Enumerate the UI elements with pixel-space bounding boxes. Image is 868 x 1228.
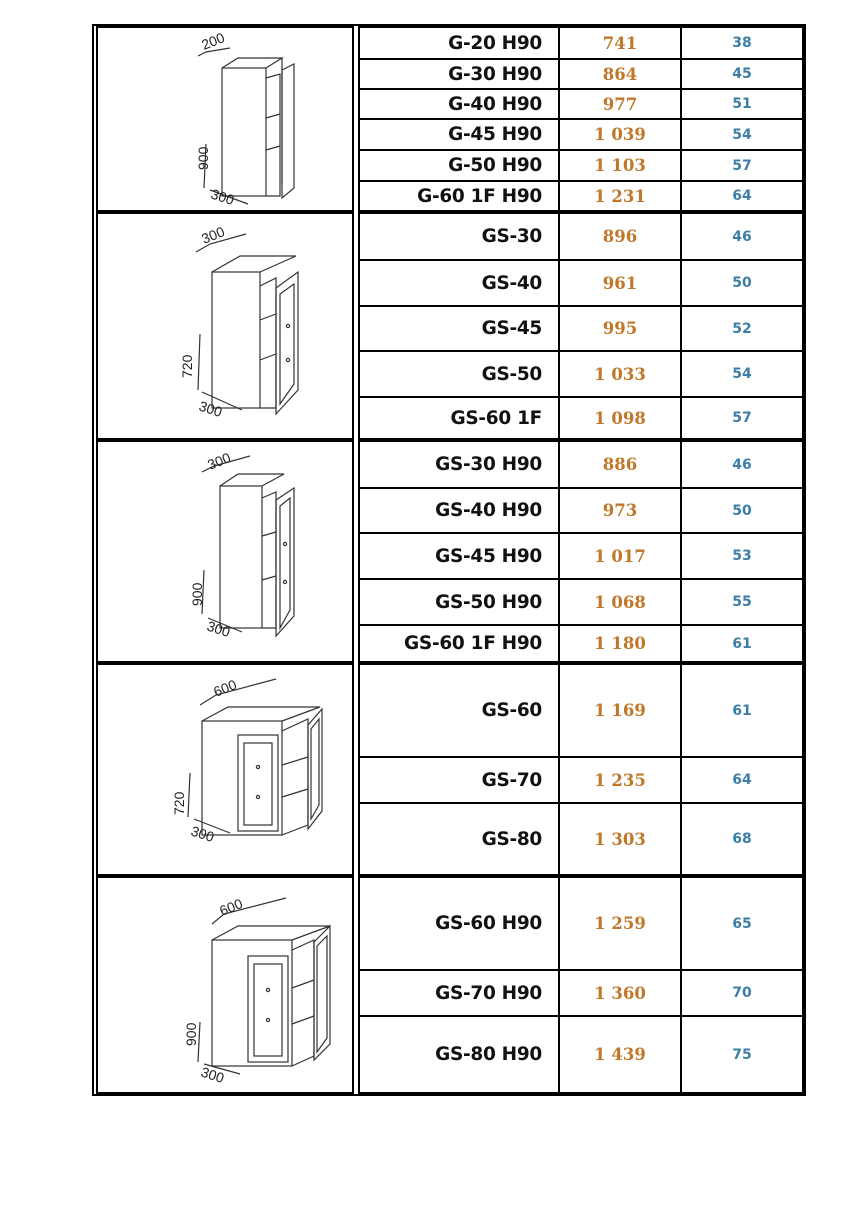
rows-container <box>358 212 804 440</box>
product-code: GS-60 H90 <box>435 913 542 934</box>
product-code: G-40 H90 <box>448 93 542 115</box>
product-price: 1 017 <box>558 534 680 578</box>
table-row <box>360 756 802 802</box>
width-dimension: 300 <box>209 185 237 209</box>
product-code: GS-70 H90 <box>435 982 542 1004</box>
product-code: GS-50 <box>481 363 542 385</box>
product-weight: 68 <box>680 804 802 874</box>
product-weight: 51 <box>680 90 802 118</box>
table-row <box>360 532 802 578</box>
product-price: 1 439 <box>558 1017 680 1092</box>
product-price: 896 <box>558 214 680 259</box>
rows-container <box>358 440 804 663</box>
product-weight: 57 <box>680 398 802 438</box>
table-row <box>360 88 802 118</box>
price-table <box>92 24 806 1096</box>
product-price: 1 259 <box>558 878 680 969</box>
product-code: G-45 H90 <box>448 124 542 145</box>
table-row <box>360 624 802 661</box>
table-row <box>360 665 802 756</box>
product-price: 977 <box>558 90 680 118</box>
product-code: GS-30 <box>481 226 542 247</box>
width-dimension: 300 <box>199 1063 227 1087</box>
table-row <box>360 58 802 88</box>
product-code: G-20 H90 <box>448 32 542 54</box>
product-code: GS-40 H90 <box>435 500 542 521</box>
table-row <box>360 28 802 58</box>
rows-container <box>358 876 804 1094</box>
product-weight: 50 <box>680 489 802 532</box>
depth-dimension: 200 <box>199 29 227 53</box>
product-weight: 65 <box>680 878 802 969</box>
product-weight: 46 <box>680 442 802 487</box>
product-weight: 54 <box>680 352 802 396</box>
table-row <box>360 1015 802 1092</box>
depth-dimension: 600 <box>211 676 239 700</box>
cabinet-illustration <box>96 440 354 663</box>
product-price: 886 <box>558 442 680 487</box>
table-row <box>360 442 802 487</box>
product-price: 1 169 <box>558 665 680 756</box>
product-group-gs-h90 <box>96 440 804 663</box>
cabinet-drawing <box>98 442 352 661</box>
table-row <box>360 259 802 305</box>
product-code: GS-60 1F H90 <box>404 633 542 654</box>
table-row <box>360 969 802 1015</box>
depth-dimension: 300 <box>199 223 227 247</box>
table-row <box>360 149 802 180</box>
product-price: 961 <box>558 261 680 305</box>
cabinet-drawing <box>98 28 352 210</box>
cabinet-illustration <box>96 876 354 1094</box>
product-price: 1 303 <box>558 804 680 874</box>
height-dimension: 900 <box>189 582 205 606</box>
table-row <box>360 118 802 149</box>
table-row <box>360 802 802 874</box>
product-price: 1 231 <box>558 182 680 210</box>
product-price: 864 <box>558 60 680 88</box>
table-row <box>360 214 802 259</box>
table-row <box>360 396 802 438</box>
width-dimension: 300 <box>205 617 233 641</box>
cabinet-illustration <box>96 26 354 212</box>
product-weight: 61 <box>680 626 802 661</box>
product-group-gs-wide-h90 <box>96 876 804 1094</box>
product-weight: 70 <box>680 971 802 1015</box>
table-row <box>360 578 802 624</box>
product-weight: 50 <box>680 261 802 305</box>
product-weight: 38 <box>680 28 802 58</box>
product-price: 1 039 <box>558 120 680 149</box>
product-code: GS-45 <box>481 318 542 339</box>
product-weight: 75 <box>680 1017 802 1092</box>
product-code: GS-45 H90 <box>435 545 542 567</box>
product-weight: 52 <box>680 307 802 350</box>
product-price: 1 068 <box>558 580 680 624</box>
product-weight: 45 <box>680 60 802 88</box>
product-weight: 64 <box>680 182 802 210</box>
product-price: 1 235 <box>558 758 680 802</box>
product-price: 1 098 <box>558 398 680 438</box>
rows-container <box>358 26 804 212</box>
depth-dimension: 300 <box>205 449 233 473</box>
product-price: 1 180 <box>558 626 680 661</box>
product-code: GS-80 H90 <box>435 1044 542 1065</box>
product-code: GS-70 <box>481 769 542 791</box>
product-price: 1 103 <box>558 151 680 180</box>
width-dimension: 300 <box>197 397 225 421</box>
product-code: GS-50 H90 <box>435 591 542 613</box>
product-group-g-h90 <box>96 26 804 212</box>
product-price: 1 033 <box>558 352 680 396</box>
product-weight: 61 <box>680 665 802 756</box>
cabinet-drawing <box>98 214 352 438</box>
product-weight: 54 <box>680 120 802 149</box>
cabinet-illustration <box>96 212 354 440</box>
height-dimension: 720 <box>171 791 187 815</box>
product-code: G-30 H90 <box>448 63 542 85</box>
product-price: 995 <box>558 307 680 350</box>
table-row <box>360 487 802 532</box>
height-dimension: 720 <box>179 354 195 378</box>
product-price: 1 360 <box>558 971 680 1015</box>
rows-container <box>358 663 804 876</box>
cabinet-drawing <box>98 665 352 874</box>
cabinet-drawing <box>98 878 352 1092</box>
cabinet-illustration <box>96 663 354 876</box>
product-weight: 46 <box>680 214 802 259</box>
depth-dimension: 600 <box>217 895 245 919</box>
product-weight: 53 <box>680 534 802 578</box>
product-code: G-60 1F H90 <box>417 185 542 207</box>
product-code: GS-60 <box>481 700 542 721</box>
product-weight: 57 <box>680 151 802 180</box>
height-dimension: 900 <box>183 1022 199 1046</box>
product-code: GS-40 <box>481 272 542 294</box>
product-code: GS-60 1F <box>450 407 542 429</box>
table-row <box>360 350 802 396</box>
table-row <box>360 878 802 969</box>
table-row <box>360 180 802 210</box>
product-price: 741 <box>558 28 680 58</box>
width-dimension: 300 <box>189 822 217 846</box>
height-dimension: 900 <box>195 146 211 170</box>
product-code: GS-80 <box>481 828 542 850</box>
product-group-gs <box>96 212 804 440</box>
product-code: G-50 H90 <box>448 155 542 176</box>
product-weight: 55 <box>680 580 802 624</box>
table-row <box>360 305 802 350</box>
product-price: 973 <box>558 489 680 532</box>
product-weight: 64 <box>680 758 802 802</box>
product-code: GS-30 H90 <box>435 454 542 475</box>
product-group-gs-wide <box>96 663 804 876</box>
